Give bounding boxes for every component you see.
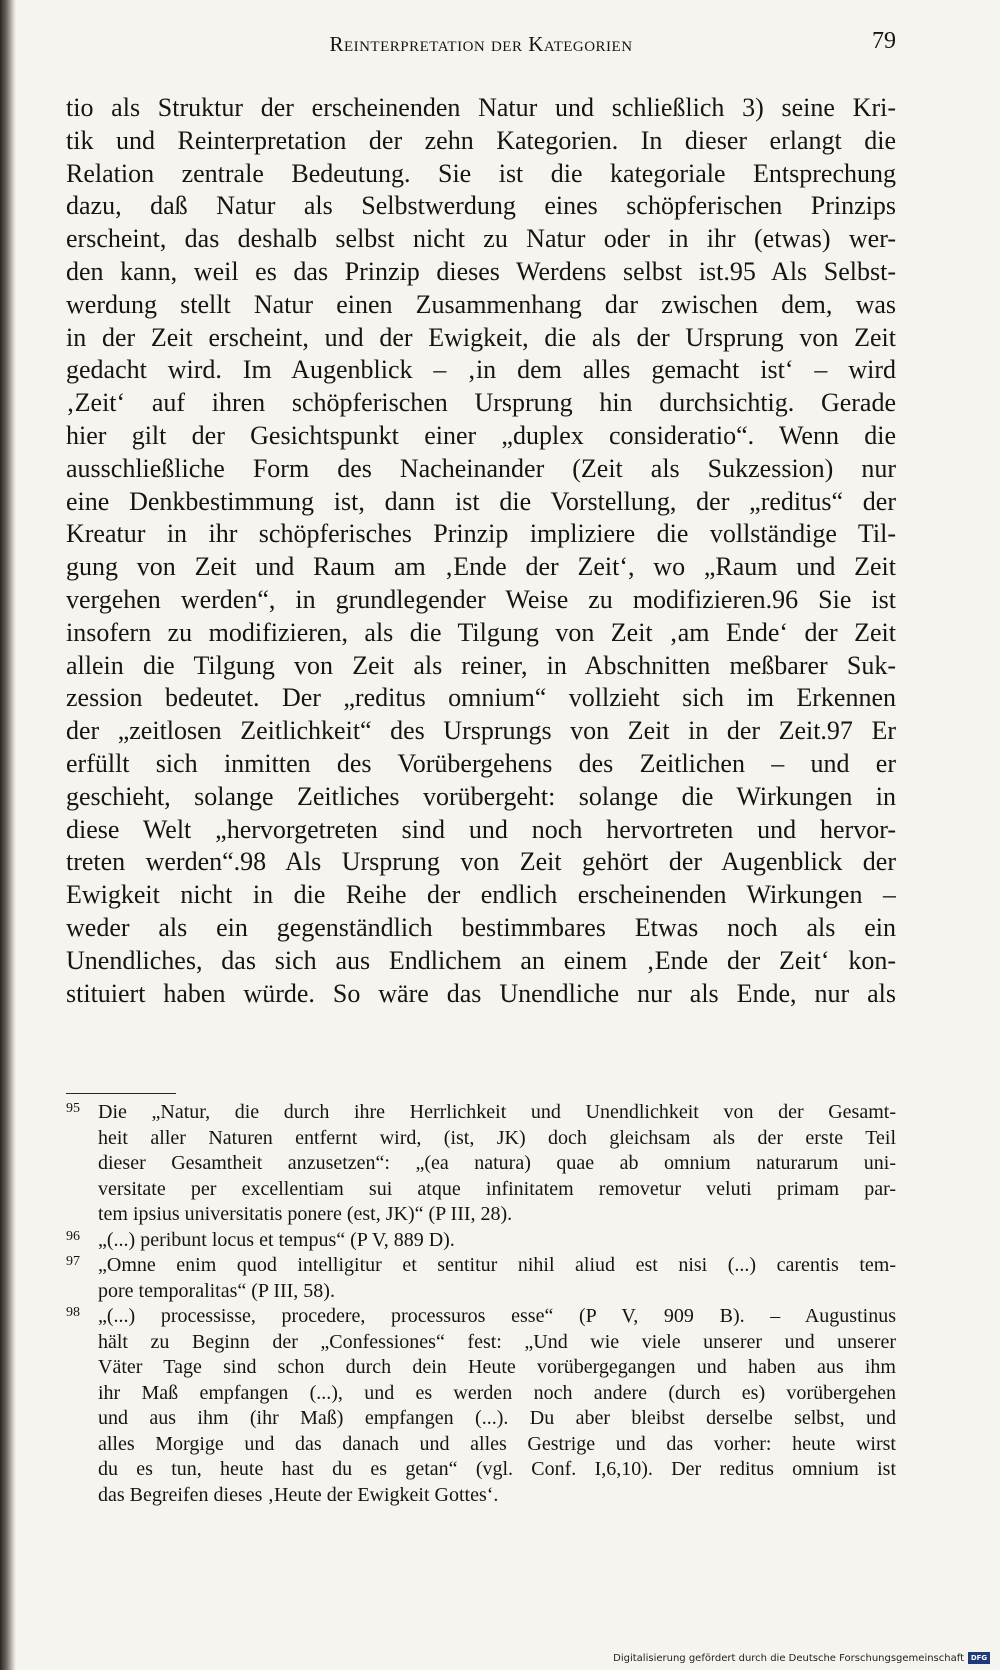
body-line: ausschließliche Form des Nacheinander (Zeit als Sukzession) nur [66,453,896,483]
body-line: allein die Tilgung von Zeit als reiner, in Abschnitten meßbarer Suk- [66,650,896,680]
body-line: der „zeitlosen Zeitlichkeit“ des Ursprungs von Zeit in der Zeit.97 Er [66,716,896,746]
body-line: diese Welt „hervorgetreten sind und noch hervortreten und hervor- [66,814,896,844]
body-line: gedacht wird. Im Augenblick – ‚in dem alles gemacht ist‘ – wird [66,355,896,385]
footnote-line: du es tun, heute hast du es getan“ (vgl. Conf. I,6,10). Der reditus omnium ist [98,1458,896,1480]
body-line: insofern zu modifizieren, als die Tilgung von Zeit ‚am Ende‘ der Zeit [66,617,896,647]
footnote-line: ihr Maß empfangen (...), und es werden noch andere (durch es) vorübergehen [98,1381,896,1404]
footnote-line: pore temporalitas“ (P III, 58). [98,1279,335,1302]
footnote-number: 98 [66,1305,80,1320]
body-line: hier gilt der Gesichtspunkt einer „duplex consideratio“. Wenn die [66,420,896,450]
footnote-number: 97 [66,1254,80,1269]
running-title: Reinterpretation der Kategorien [329,32,633,56]
dfg-logo: DFG [968,1652,990,1664]
footnote-line: alles Morgige und das danach und alles Gestrige und das vorher: heute wirst [98,1432,896,1455]
body-line: den kann, weil es das Prinzip dieses Werdens selbst ist.95 Als Selbst- [66,256,896,286]
body-line: ‚Zeit‘ auf ihren schöpferischen Ursprung hin durchsichtig. Gerade [66,388,896,418]
footnote-96 [66,1228,896,1254]
body-line: Ewigkeit nicht in die Reihe der endlich erscheinenden Wirkungen – [66,880,896,910]
footnote-line: „Omne enim quod intelligitur et sentitur nihil aliud est nisi (...) carentis tem- [98,1254,896,1276]
footnote-line: Die „Natur, die durch ihre Herrlichkeit und Unendlichkeit von der Gesamt- [98,1101,896,1123]
footnote-line: Väter Tage sind schon durch dein Heute vorübergegangen und haben aus ihm [98,1356,896,1378]
footnote-line: hält zu Beginn der „Confessiones“ fest: „Und wie viele unserer und unserer [98,1330,896,1353]
body-line: in der Zeit erscheint, und der Ewigkeit, die als der Ursprung von Zeit [66,322,896,352]
body-line: treten werden“.98 Als Ursprung von Zeit gehört der Augenblick der [66,847,896,877]
footnote-line: „(...) processisse, procedere, processuros esse“ (P V, 909 B). – Augustinus [98,1305,896,1327]
body-line: tik und Reinterpretation der zehn Kategorien. In dieser erlangt die [66,125,896,155]
body-line: Kreatur in ihr schöpferisches Prinzip impliziere die vollständige Til- [66,519,896,549]
body-line: werdung stellt Natur einen Zusammenhang dar zwischen dem, was [66,289,896,319]
body-line: vergehen werden“, in grundlegender Weise zu modifizieren.96 Sie ist [66,584,896,614]
footnote-line: heit aller Naturen entfernt wird, (ist, JK) doch gleichsam als der erste Teil [98,1126,896,1149]
credit-text: Digitalisierung gefördert durch die Deutsche Forschungsgemeinschaft [613,1652,964,1664]
body-line: erscheint, das deshalb selbst nicht zu Natur oder in ihr (etwas) wer- [66,224,896,254]
body-line: gung von Zeit und Raum am ‚Ende der Zeit‘, wo „Raum und Zeit [66,552,896,582]
footnote-line: „(...) peribunt locus et tempus“ (P V, 889 D). [98,1228,455,1251]
body-line: eine Denkbestimmung ist, dann ist die Vorstellung, der „reditus“ der [66,486,896,516]
footnote-95 [66,1100,896,1228]
footnote-98 [66,1304,896,1508]
body-line: Unendliches, das sich aus Endlichem an einem ‚Ende der Zeit‘ kon- [66,945,896,975]
footnote-line: versitate per excellentiam sui atque infinitatem removetur veluti primam par- [98,1177,896,1200]
digitization-credit [613,1652,990,1664]
footnote-line: dieser Gesamtheit anzusetzen“: „(ea natura) quae ab omnium naturarum uni- [98,1152,896,1174]
footnote-number: 96 [66,1228,80,1244]
body-line: geschieht, solange Zeitliches vorübergeht: solange die Wirkungen in [66,781,896,811]
body-line: zession bedeutet. Der „reditus omnium“ vollzieht sich im Erkennen [66,683,896,713]
body-line: Relation zentrale Bedeutung. Sie ist die kategoriale Entsprechung [66,158,896,188]
body-line: stituiert haben würde. So wäre das Unendliche nur als Ende, nur als [66,978,896,1008]
body-line: erfüllt sich inmitten des Vorübergehens des Zeitlichen – und er [66,748,896,778]
footnotes [66,1100,896,1508]
footnote-line: das Begreifen dieses ‚Heute der Ewigkeit Gottes‘. [98,1483,499,1506]
body-line: dazu, daß Natur als Selbstwerdung eines schöpferischen Prinzips [66,191,896,221]
body-line: weder als ein gegenständlich bestimmbares Etwas noch als ein [66,912,896,942]
footnote-number: 95 [66,1101,80,1116]
footnote-line: und aus ihm (ihr Maß) empfangen (...). Du aber bleibst derselbe selbst, und [98,1407,896,1429]
footnote-97 [66,1253,896,1304]
footnote-rule [66,1093,176,1094]
page-number: 79 [872,28,896,54]
footnote-line: tem ipsius universitatis ponere (est, JK)“ (P III, 28). [98,1203,513,1225]
body-line: tio als Struktur der erscheinenden Natur und schließlich 3) seine Kri- [66,93,896,122]
body-text [66,92,896,1010]
running-head [66,28,896,62]
